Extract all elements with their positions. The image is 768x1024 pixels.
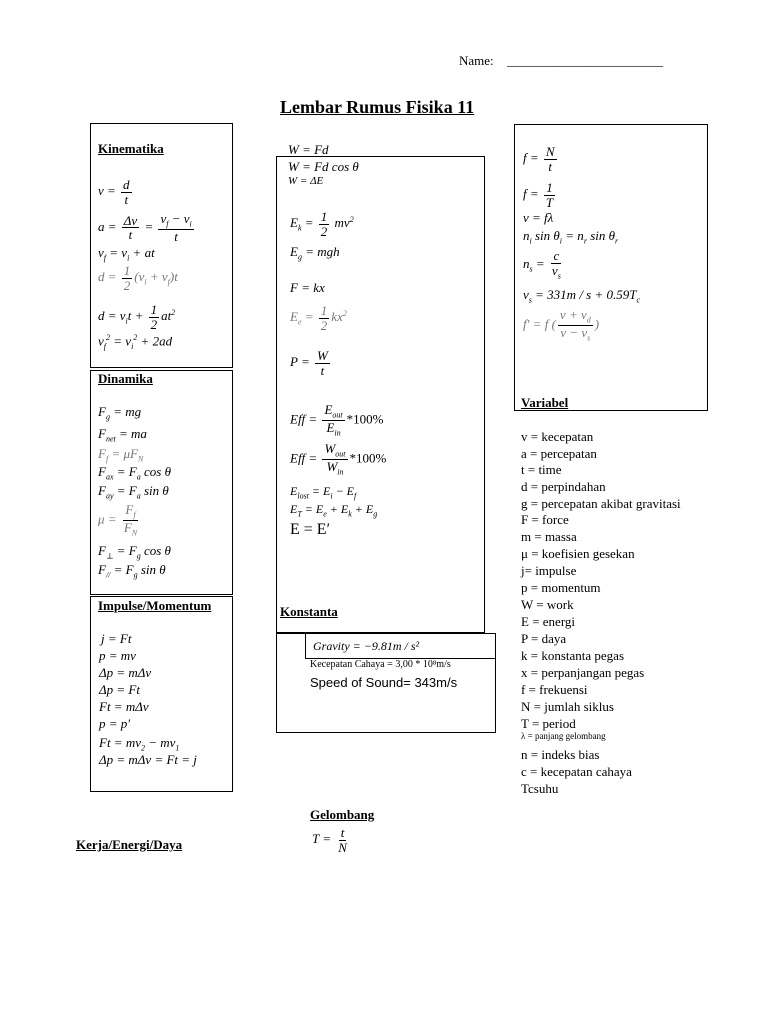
section-variabel: Variabel [521, 395, 569, 410]
eq-hooke: F = kx [290, 280, 325, 295]
eq-ee: $E_e$ = $\frac{1}{2}$ $kx^2$ [290, 303, 347, 333]
eq-fax: $F_{ax} = F_a$ cos θ [98, 464, 171, 482]
eq-power: P = $\frac{W}{t}$ [290, 348, 328, 378]
variable-item: c = kecepatan cahaya [521, 764, 632, 779]
variable-item: T = period [521, 716, 576, 731]
eq-ek: $E_k$ = $\frac{1}{2}$ $mv^2$ [290, 209, 354, 239]
eq-dp-mdv: Δp = mΔv [99, 665, 152, 680]
const-light: Kecepatan Cahaya = 3,00 * 10⁸m/s [310, 659, 451, 670]
variable-item: k = konstanta pegas [521, 648, 625, 663]
const-sound: Speed of Sound= 343m/s [310, 675, 458, 690]
eq-dp-chain: Δp = mΔv = Ft = j [99, 752, 197, 767]
variable-item: λ = panjang gelombang [521, 731, 606, 741]
variable-item: f = frekuensi [521, 682, 588, 697]
variable-item: t = time [521, 462, 562, 477]
variable-item: x = perpanjangan pegas [521, 665, 645, 680]
variable-item: n = indeks bias [521, 747, 600, 762]
eq-sound-speed: $v_s = 331m / s + 0.59T_c$ [523, 287, 641, 305]
eq-elost: $E_{lost} = E_i - E_f$ [290, 484, 357, 501]
eq-ft-diff: $Ft = mv_2 - mv_1$ [99, 735, 180, 753]
variable-item: g = percepatan akibat gravitasi [521, 496, 681, 511]
section-kerja: Kerja/Energi/Daya [76, 837, 183, 852]
eq-work: W = Fd [288, 142, 329, 157]
eq-ft-mdv: Ft = mΔv [99, 699, 149, 714]
name-label: Name: [459, 53, 494, 68]
variable-item: p = momentum [521, 580, 601, 595]
const-gravity: Gravity = −9.81m / s² [313, 639, 420, 653]
eq-index: $n_s$ = $\frac{c}{v_s}$ [523, 248, 561, 281]
eq-fay: $F_{ay} = F_a$ sin θ [98, 483, 169, 501]
eq-wave-speed: v = fλ [523, 210, 554, 225]
eq-etotal: $E_T = E_e + E_k + E_g$ [290, 502, 378, 519]
eq-fnet: $F_{net}$ = ma [98, 426, 147, 444]
eq-vf2: $v_f^2 = v_i^2 + 2ad$ [98, 333, 173, 351]
eq-eg: $E_g$ = mgh [290, 244, 340, 262]
variable-item: F = force [521, 512, 569, 527]
variable-item: j= impulse [521, 563, 577, 578]
eq-impulse: j = Ft [101, 631, 132, 646]
eq-friction: $F_f = \mu F_N$ [98, 446, 144, 464]
eq-doppler: f′ = f ( $\frac{v + v_d}{v - v_s}$ ) [523, 307, 600, 343]
eq-acceleration: a = $\frac{\Delta v}{t}$ = $\frac{v_f - v_i}{t}$ [98, 211, 192, 244]
section-konstanta: Konstanta [280, 604, 338, 619]
name-blank: ________________________ [507, 53, 663, 68]
variable-item: E = energi [521, 614, 576, 629]
eq-freq-period: f = $\frac{1}{T}$ [523, 180, 554, 210]
section-impulse: Impulse/Momentum [98, 598, 212, 613]
eq-velocity: v = $\frac{d}{t}$ [98, 177, 130, 207]
page-title: Lembar Rumus Fisika 11 [280, 97, 475, 117]
variable-item: μ = koefisien gesekan [521, 546, 635, 561]
eq-conservation: E = E′ [290, 521, 331, 538]
eq-snell: $n_i$ $\sin \theta_i = n_r$ $\sin \theta_r$ [523, 228, 619, 246]
eq-vf: $v_f = v_i$ + at [98, 245, 155, 263]
eq-frequency: f = $\frac{N}{t}$ [523, 144, 555, 174]
variable-item: W = work [521, 597, 574, 612]
section-kinematika: Kinematika [98, 141, 164, 156]
section-dinamika: Dinamika [98, 371, 153, 386]
eq-work-cos: W = Fd cos θ [288, 159, 359, 174]
variable-item: N = jumlah siklus [521, 699, 614, 714]
eq-fperp: $F_\perp = F_g$ cos θ [98, 543, 171, 561]
variable-item: a = percepatan [521, 446, 597, 461]
eq-d: $d = v_it$ + $\frac{1}{2}$ $at^2$ [98, 302, 176, 332]
variable-item: v = kecepatan [521, 429, 594, 444]
eq-period: T = $\frac{t}{N}$ [312, 825, 347, 855]
section-gelombang: Gelombang [310, 807, 375, 822]
eq-work-energy: W = ΔE [288, 175, 324, 187]
eq-dp-ft: Δp = Ft [99, 682, 140, 697]
eq-eff-work: Eff = $\frac{W_{out}}{W_{in}}$ *100% [290, 441, 387, 477]
eq-fg: $F_g$ = mg [98, 404, 142, 422]
variable-item: P = daya [521, 631, 567, 646]
variable-item: Tcsuhu [521, 781, 559, 796]
variable-item: m = massa [521, 529, 577, 544]
variable-item: d = perpindahan [521, 479, 606, 494]
eq-eff-energy: Eff = $\frac{E_{out}}{E_{in}}$ *100% [290, 402, 384, 438]
eq-d-avg: d = $\frac{1}{2}$ $(v_i + v_f)t$ [98, 263, 178, 293]
eq-fpar: $F_{//} = F_g$ sin θ [98, 562, 166, 580]
eq-momentum: p = mv [99, 648, 136, 663]
eq-mu: μ = $\frac{F_f}{F_N}$ [98, 502, 138, 538]
eq-p-conserve: p = p′ [99, 716, 131, 731]
